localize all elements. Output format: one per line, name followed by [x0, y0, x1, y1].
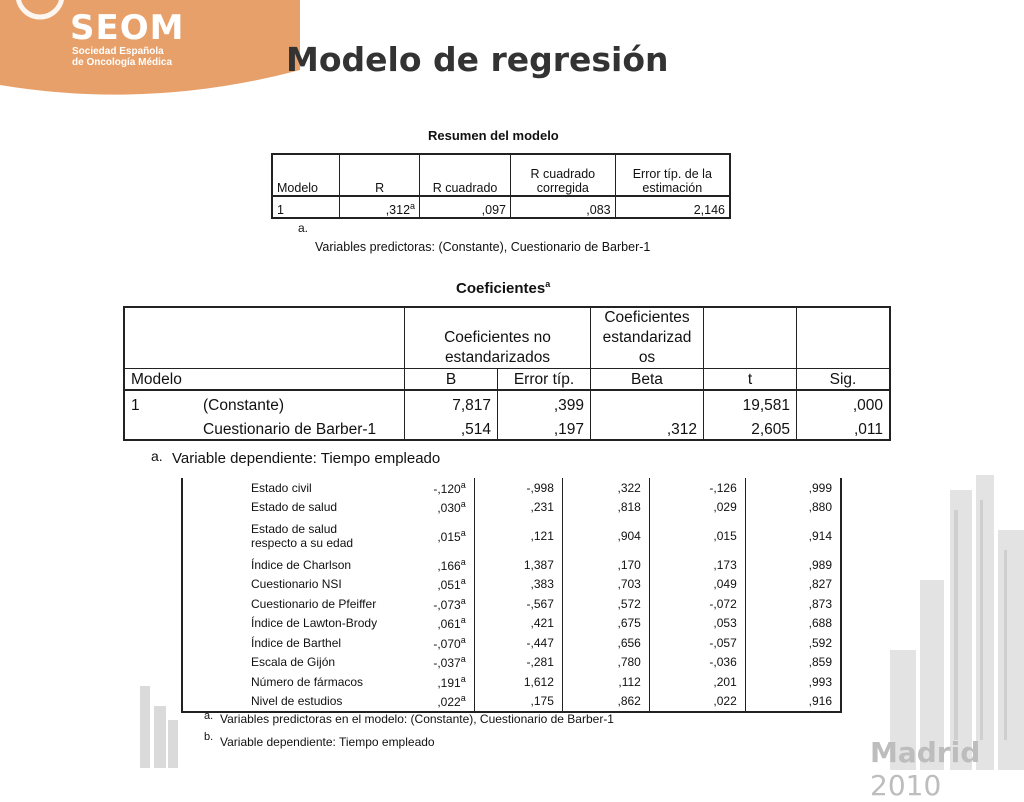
excluded-cell	[649, 653, 745, 673]
excluded-cell	[745, 692, 841, 713]
excluded-value: ,572	[617, 596, 641, 611]
summary-cell: 1	[272, 196, 340, 218]
excluded-cell	[562, 633, 649, 653]
excluded-value: ,049	[713, 577, 737, 592]
excluded-row	[182, 478, 841, 498]
coef-header: Modelo	[124, 369, 405, 391]
excluded-cell	[474, 692, 562, 713]
excluded-note-b-label: b.	[204, 731, 214, 743]
madrid-2010-logo	[870, 736, 1024, 802]
summary-r-value: ,312	[385, 203, 411, 217]
coef-cell: ,312	[591, 415, 704, 440]
excluded-cell	[745, 653, 841, 673]
excluded-value: -,447	[526, 635, 554, 650]
excluded-cell	[474, 575, 562, 595]
excluded-cell	[562, 555, 649, 575]
coef-cell: 2,605	[704, 415, 797, 440]
excluded-cell	[394, 555, 474, 575]
excluded-row	[182, 517, 841, 555]
excluded-value: ,780	[617, 655, 641, 670]
excluded-cell	[649, 478, 745, 498]
coef-cell: (Constante)	[197, 390, 405, 415]
excluded-value: ,015	[713, 529, 737, 543]
logo-subtitle-line: de Oncología Médica	[72, 57, 173, 68]
excluded-cell	[649, 633, 745, 653]
excluded-value: ,166	[437, 558, 461, 573]
coef-cell: ,011	[853, 421, 883, 438]
excluded-cell	[182, 575, 394, 595]
excluded-row	[182, 633, 841, 653]
coef-header: Error típ.	[498, 369, 591, 391]
coef-cell: 19,581	[704, 390, 797, 415]
summary-cell: 2,146	[615, 196, 730, 218]
excluded-cell	[745, 614, 841, 634]
excluded-value: Estado de salud	[251, 500, 338, 515]
excluded-cell	[182, 692, 394, 713]
excluded-cell	[394, 653, 474, 673]
excluded-value: ,993	[808, 674, 832, 689]
excluded-value: -,070	[433, 636, 461, 651]
summary-header: Modelo	[272, 154, 340, 196]
excluded-cell	[394, 517, 474, 555]
excluded-value: ,989	[808, 557, 832, 572]
excluded-cell	[474, 633, 562, 653]
excluded-value: ,029	[713, 500, 737, 515]
excluded-value: ,022	[437, 695, 461, 710]
excluded-cell	[649, 498, 745, 518]
coef-caption-text: Coeficientes	[456, 280, 546, 297]
footnote-marker: a	[460, 693, 466, 704]
coef-header: Coeficientes no estandarizados	[405, 307, 591, 369]
excluded-value: Nivel de estudios	[251, 694, 343, 709]
excluded-value: ,383	[530, 577, 554, 592]
excluded-value: ,022	[713, 694, 737, 709]
excluded-value: ,173	[713, 557, 737, 572]
excluded-cell	[562, 478, 649, 498]
excluded-cell	[649, 672, 745, 692]
excluded-value: Cuestionario NSI	[251, 577, 342, 592]
excluded-value: ,053	[713, 616, 737, 631]
excluded-row	[182, 653, 841, 673]
excluded-value: ,421	[530, 616, 554, 631]
excluded-cell	[562, 498, 649, 518]
footer-city: Madrid	[870, 736, 981, 769]
excluded-value: ,859	[808, 655, 832, 670]
excluded-value: ,688	[808, 616, 832, 631]
slide-title: Modelo de regresión	[286, 40, 669, 79]
excluded-value: ,862	[617, 694, 641, 709]
footnote-marker: a	[460, 673, 466, 684]
coef-header: Sig.	[797, 369, 891, 391]
excluded-value: ,231	[530, 500, 554, 515]
excluded-value: ,656	[617, 635, 641, 650]
excluded-value: ,121	[530, 529, 554, 543]
excluded-cell	[394, 633, 474, 653]
excluded-value: ,873	[808, 596, 832, 611]
excluded-cell	[474, 653, 562, 673]
excluded-value: ,904	[617, 529, 641, 543]
excluded-value: -,073	[433, 597, 461, 612]
excluded-value: ,170	[617, 557, 641, 572]
excluded-cell	[474, 672, 562, 692]
coef-caption	[456, 279, 550, 297]
excluded-cell	[745, 594, 841, 614]
excluded-value: ,051	[437, 578, 461, 593]
summary-header: R	[340, 154, 420, 196]
excluded-value: ,191	[437, 675, 461, 690]
footnote-marker: a	[460, 654, 466, 665]
excluded-value: ,112	[618, 674, 641, 689]
summary-header: R cuadrado	[420, 154, 511, 196]
coef-cell: ,000	[797, 390, 891, 415]
excluded-value: -,037	[433, 656, 461, 671]
excluded-cell	[562, 653, 649, 673]
excluded-value: Estado civil	[251, 480, 312, 495]
coef-cell: Cuestionario de Barber-1	[197, 415, 405, 440]
footer-year: 2010	[870, 769, 942, 802]
coef-cell: ,514	[405, 415, 498, 440]
excluded-value: -,057	[709, 635, 737, 650]
coef-cell: 7,817	[405, 390, 498, 415]
coef-cell: ,197	[498, 415, 591, 440]
summary-cell: ,083	[511, 196, 616, 218]
excluded-value: ,703	[617, 577, 641, 592]
footnote-marker: a	[460, 576, 466, 587]
excluded-cell	[474, 498, 562, 518]
excluded-cell	[745, 517, 841, 555]
excluded-cell	[182, 478, 394, 498]
excluded-row	[182, 672, 841, 692]
skyline-left-graphic	[130, 680, 180, 768]
excluded-cell	[182, 614, 394, 634]
excluded-value: Índice de Charlson	[251, 557, 352, 572]
excluded-value: Índice de Barthel	[251, 635, 342, 650]
excluded-value: -,072	[709, 596, 737, 611]
excluded-cell	[745, 478, 841, 498]
footnote-marker: a	[460, 556, 466, 567]
excluded-cell	[649, 517, 745, 555]
summary-cell: ,097	[420, 196, 511, 218]
excluded-row	[182, 575, 841, 595]
excluded-value: ,827	[808, 577, 832, 592]
coef-cell	[591, 390, 704, 415]
excluded-value: -,998	[526, 480, 554, 495]
excluded-row	[182, 594, 841, 614]
excluded-cell	[474, 594, 562, 614]
excluded-value: ,201	[713, 674, 737, 689]
logo-subtitle-line: Sociedad Española	[72, 46, 164, 57]
summary-caption: Resumen del modelo	[428, 128, 559, 143]
excluded-value: -,567	[526, 596, 554, 611]
madrid-skyline-graphic	[890, 470, 1024, 770]
excluded-cell	[474, 478, 562, 498]
coef-header: t	[704, 369, 797, 391]
excluded-cell	[562, 594, 649, 614]
seom-logo: SEOM	[70, 8, 185, 48]
excluded-cell	[745, 672, 841, 692]
summary-header: R cuadrado corregida	[511, 154, 616, 196]
summary-header: Error típ. de la estimación	[632, 167, 712, 195]
excluded-cell	[562, 614, 649, 634]
excluded-cell	[745, 633, 841, 653]
excluded-value: ,030	[437, 501, 461, 516]
excluded-value: 1,612	[523, 674, 554, 689]
excluded-cell	[182, 653, 394, 673]
excluded-cell	[474, 555, 562, 575]
excluded-value: ,015	[437, 530, 461, 544]
excluded-cell	[649, 614, 745, 634]
excluded-note-a: Variables predictoras en el modelo: (Constante), Cuestionario de Barber-1	[220, 712, 614, 726]
excluded-cell	[649, 555, 745, 575]
excluded-value: ,999	[808, 480, 832, 495]
excluded-value: Número de fármacos	[251, 674, 364, 689]
excluded-cell	[745, 555, 841, 575]
excluded-cell	[562, 672, 649, 692]
coef-header-empty	[124, 307, 405, 369]
coef-cell	[124, 415, 197, 440]
summary-note: Variables predictoras: (Constante), Cuestionario de Barber-1	[315, 240, 651, 254]
excluded-value: -,120	[433, 481, 461, 496]
coef-header: Beta	[591, 369, 704, 391]
excluded-row	[182, 692, 841, 713]
excluded-cell	[394, 575, 474, 595]
excluded-value: ,592	[808, 635, 832, 650]
summary-cell	[340, 196, 420, 218]
footnote-marker: a	[460, 528, 466, 538]
footnote-marker: a	[460, 499, 466, 510]
excluded-variables-table	[181, 478, 842, 713]
excluded-cell	[562, 575, 649, 595]
excluded-value: Cuestionario de Pfeiffer	[251, 596, 377, 611]
footnote-marker: a	[460, 479, 466, 490]
coef-header-empty	[704, 307, 797, 369]
footnote-marker: a	[460, 595, 466, 606]
excluded-value: ,914	[808, 529, 832, 543]
excluded-row	[182, 498, 841, 518]
excluded-value: ,175	[530, 694, 554, 709]
excluded-cell	[745, 575, 841, 595]
excluded-cell	[182, 498, 394, 518]
excluded-cell	[394, 614, 474, 634]
coef-cell: 1	[124, 390, 197, 415]
summary-note-label: a.	[298, 221, 309, 235]
excluded-value: ,916	[808, 694, 832, 709]
coef-header: Coeficientes estandarizad os	[591, 307, 704, 369]
excluded-cell	[394, 672, 474, 692]
excluded-cell	[394, 478, 474, 498]
excluded-value: Escala de Gijón	[251, 655, 336, 670]
excluded-cell	[182, 594, 394, 614]
excluded-cell	[745, 498, 841, 518]
excluded-cell	[649, 692, 745, 713]
footnote-marker: a	[545, 279, 551, 289]
coef-note: Variable dependiente: Tiempo empleado	[172, 450, 441, 467]
summary-table	[271, 153, 731, 219]
excluded-cell	[394, 692, 474, 713]
excluded-value: Índice de Lawton-Brody	[251, 616, 378, 631]
excluded-value: -,036	[709, 655, 737, 670]
footnote-marker: a	[410, 200, 416, 211]
excluded-value: ,061	[437, 617, 461, 632]
excluded-value: ,880	[808, 500, 832, 515]
excluded-cell	[649, 594, 745, 614]
excluded-cell	[182, 555, 394, 575]
coef-cell: ,399	[498, 390, 591, 415]
seom-logo-subtitle	[72, 46, 172, 68]
excluded-note-a-label: a.	[204, 710, 214, 722]
excluded-cell	[394, 594, 474, 614]
excluded-value: -,281	[526, 655, 554, 670]
coef-header: B	[405, 369, 498, 391]
excluded-value: ,818	[617, 500, 641, 515]
excluded-cell	[182, 672, 394, 692]
excluded-cell	[182, 517, 394, 555]
coef-note-label: a.	[151, 448, 163, 464]
excluded-cell	[562, 517, 649, 555]
excluded-note-b: Variable dependiente: Tiempo empleado	[220, 735, 435, 749]
excluded-value: Estado de salud respecto a su edad	[251, 522, 354, 550]
excluded-cell	[474, 517, 562, 555]
excluded-value: ,322	[617, 480, 641, 495]
excluded-value: 1,387	[523, 557, 554, 572]
footnote-marker: a	[460, 634, 466, 645]
excluded-value: ,675	[617, 616, 641, 631]
excluded-cell	[649, 575, 745, 595]
excluded-row	[182, 614, 841, 634]
footnote-marker: a	[460, 615, 466, 626]
excluded-cell	[182, 633, 394, 653]
excluded-row	[182, 555, 841, 575]
excluded-cell	[394, 498, 474, 518]
excluded-value: -,126	[709, 480, 737, 495]
excluded-cell	[562, 692, 649, 713]
coef-header-empty	[797, 307, 891, 369]
excluded-cell	[474, 614, 562, 634]
coef-table	[123, 306, 891, 441]
